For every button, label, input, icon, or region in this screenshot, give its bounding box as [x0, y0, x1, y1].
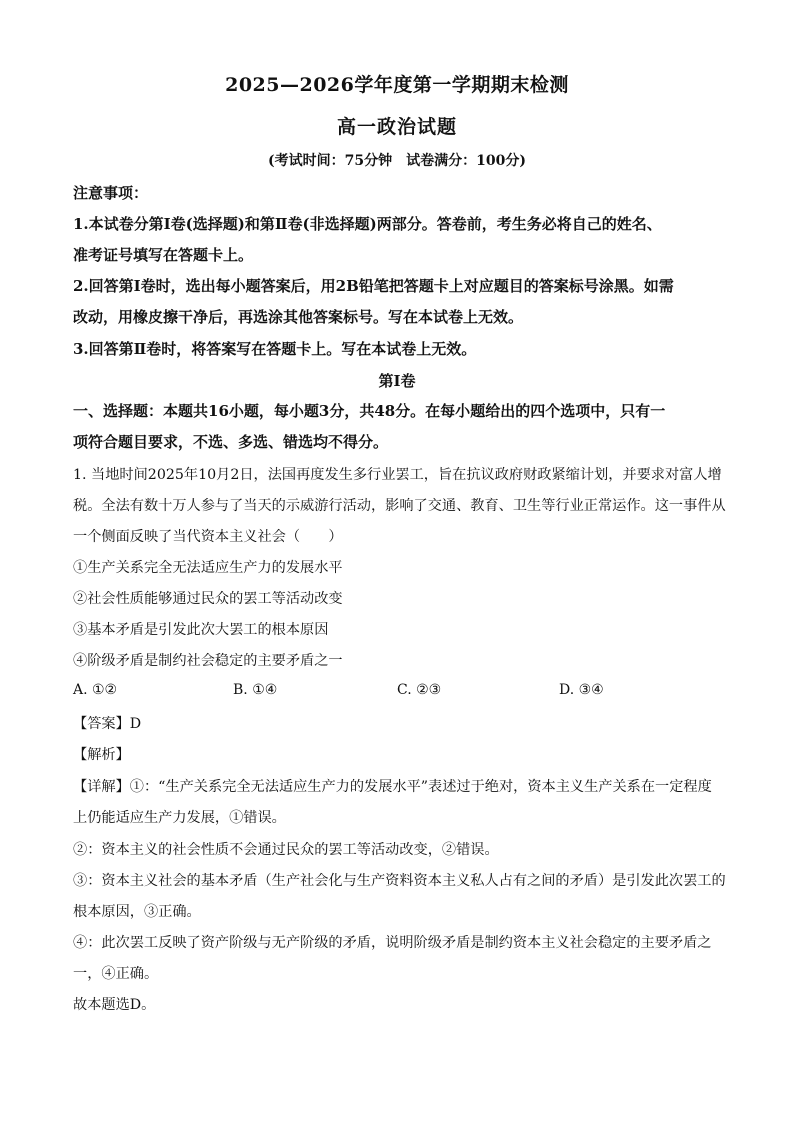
- notice-item-1: 1.本试卷分第Ⅰ卷(选择题)和第Ⅱ卷(非选择题)两部分。答卷前，考生务必将自己的姓名、: [73, 215, 662, 233]
- statement-1: ①生产关系完全无法适应生产力的发展水平: [73, 560, 343, 576]
- notice-item-2-cont: 改动，用橡皮擦干净后，再选涂其他答案标号。写在本试卷上无效。: [73, 308, 524, 326]
- question-stem-cont: 税。全法有数十万人参与了当天的示威游行活动，影响了交通、教育、卫生等行业正常运作。这一事件从: [73, 498, 726, 514]
- question-stem-cont: 一个侧面反映了当代资本主义社会（ ）: [73, 529, 343, 545]
- analysis-detail: 【详解】①：“生产关系完全无法适应生产力的发展水平”表述过于绝对，资本主义生产关系在一定程度: [73, 779, 712, 795]
- option-b: B. ①④: [233, 682, 278, 698]
- statement-2: ②社会性质能够通过民众的罢工等活动改变: [73, 591, 343, 607]
- analysis-detail: 一，④正确。: [73, 966, 159, 982]
- analysis-detail: ②：资本主义的社会性质不会通过民众的罢工等活动改变，②错误。: [73, 842, 499, 858]
- exam-title: 2025—2026学年度第一学期期末检测: [225, 74, 569, 96]
- section-heading-cont: 项符合题目要求，不选、多选、错选均不得分。: [73, 433, 389, 451]
- analysis-detail: 根本原因，③正确。: [73, 904, 201, 920]
- answer-label: 【答案】D: [73, 716, 142, 732]
- notice-item-1-cont: 准考证号填写在答题卡上。: [73, 246, 254, 264]
- question-stem: 1. 当地时间2025年10月2日，法国再度发生多行业罢工，旨在抗议政府财政紧缩计划，并要求对富人增: [73, 467, 722, 483]
- volume-label: 第Ⅰ卷: [378, 372, 416, 390]
- notice-item-3: 3.回答第Ⅱ卷时，将答案写在答题卡上。写在本试卷上无效。: [73, 340, 477, 358]
- analysis-label: 【解析】: [73, 747, 130, 763]
- exam-info: (考试时间：75分钟 试卷满分：100分): [268, 153, 526, 169]
- notice-item-2: 2.回答第Ⅰ卷时，选出每小题答案后，用2B铅笔把答题卡上对应题目的答案标号涂黑。如需: [73, 277, 674, 295]
- analysis-detail: ④：此次罢工反映了资产阶级与无产阶级的矛盾，说明阶级矛盾是制约资本主义社会稳定的主要矛盾之: [73, 935, 712, 951]
- notice-heading: 注意事项：: [73, 184, 149, 202]
- option-c: C. ②③: [397, 682, 442, 698]
- section-heading: 一、选择题：本题共16小题，每小题3分，共48分。在每小题给出的四个选项中，只有一: [73, 402, 666, 420]
- option-a: A. ①②: [73, 682, 118, 698]
- analysis-detail: 上仍能适应生产力发展，①错误。: [73, 810, 286, 826]
- statement-4: ④阶级矛盾是制约社会稳定的主要矛盾之一: [73, 653, 343, 669]
- option-d: D. ③④: [559, 682, 604, 698]
- statement-3: ③基本矛盾是引发此次大罢工的根本原因: [73, 622, 329, 638]
- analysis-conclusion: 故本题选D。: [73, 997, 156, 1013]
- analysis-detail: ③：资本主义社会的基本矛盾（生产社会化与生产资料资本主义私人占有之间的矛盾）是引发此次罢工的: [73, 873, 726, 889]
- exam-subtitle: 高一政治试题: [336, 116, 457, 138]
